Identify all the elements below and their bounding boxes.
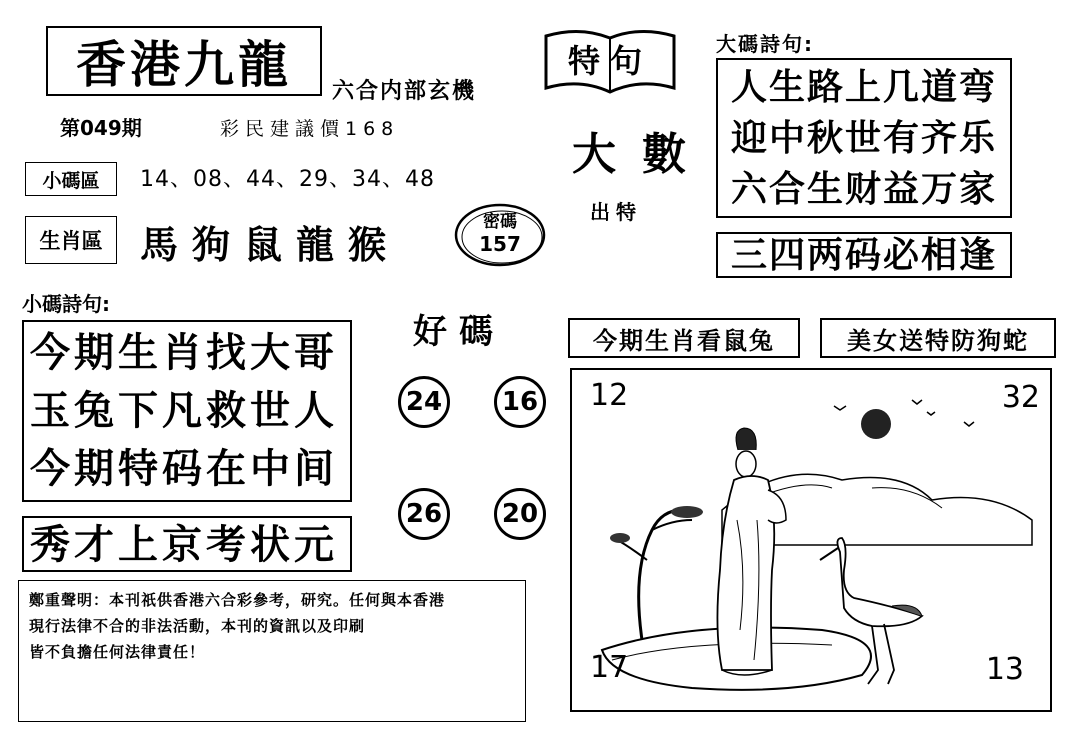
big-poem-title: 大碼詩句: (716, 32, 814, 56)
small-poem-box (22, 320, 352, 502)
good-number-circle: 26 (398, 488, 450, 540)
disclaimer-line: 鄭重聲明：本刊祇供香港六合彩參考，研究。任何與本香港 (29, 591, 446, 609)
secret-code-value: 157 (479, 232, 521, 256)
special-note: 出特 (590, 200, 642, 224)
big-poem-box (716, 58, 1012, 218)
secret-code-label: 密碼 (483, 212, 517, 232)
small-poem-line: 玉兔下凡救世人 (30, 387, 338, 434)
zodiac-hint-beauty: 美女送特防狗蛇 (820, 318, 1056, 358)
picture-number-top-right: 32 (1001, 380, 1040, 415)
good-numbers-title: 好碼 (413, 312, 505, 352)
good-number-circle: 24 (398, 376, 450, 428)
fairy-crane-illustration (572, 370, 1050, 710)
small-poem-extra-box (22, 516, 352, 572)
big-poem-line: 六合生财益万家 (730, 168, 997, 210)
special-badge-label: 特句 (567, 42, 652, 80)
illustration-panel (570, 368, 1052, 712)
good-number-circle: 16 (494, 376, 546, 428)
zodiac-hint-look: 今期生肖看鼠兔 (568, 318, 800, 358)
big-poem-extra-box (716, 232, 1012, 278)
small-numbers-label: 小碼區 (25, 162, 117, 196)
recommended-price: 彩民建議價168 (220, 118, 400, 140)
small-poem-line: 今期生肖找大哥 (30, 329, 338, 376)
small-poem-line: 今期特码在中间 (30, 445, 338, 492)
disclaimer-box (18, 580, 526, 722)
disclaimer-line: 現行法律不合的非法活動，本刊的資訊以及印刷 (29, 617, 366, 635)
page-title: 香港九龍 (76, 35, 292, 94)
big-poem-line: 迎中秋世有齐乐 (730, 117, 997, 159)
small-poem-extra-line: 秀才上京考状元 (30, 520, 338, 568)
zodiac-zone-values: 馬狗鼠龍猴 (140, 222, 401, 267)
big-number-label: 大數 (572, 129, 712, 180)
issue-number: 第049期 (60, 116, 142, 140)
good-number-circle: 20 (494, 488, 546, 540)
disclaimer-line: 皆不負擔任何法律責任！ (29, 643, 206, 661)
picture-number-bottom-right: 13 (985, 652, 1024, 687)
small-numbers-values: 14、08、44、29、34、48 (140, 167, 435, 192)
picture-number-top-left: 12 (590, 378, 629, 413)
picture-number-bottom-left: 17 (590, 650, 629, 685)
zodiac-zone-label: 生肖區 (25, 216, 117, 264)
subtitle: 六合内部玄機 (332, 79, 477, 104)
title-box (46, 26, 322, 96)
big-poem-line: 人生路上几道弯 (730, 66, 997, 108)
small-poem-title: 小碼詩句: (22, 292, 110, 316)
big-poem-extra-line: 三四两码必相逢 (730, 233, 997, 276)
